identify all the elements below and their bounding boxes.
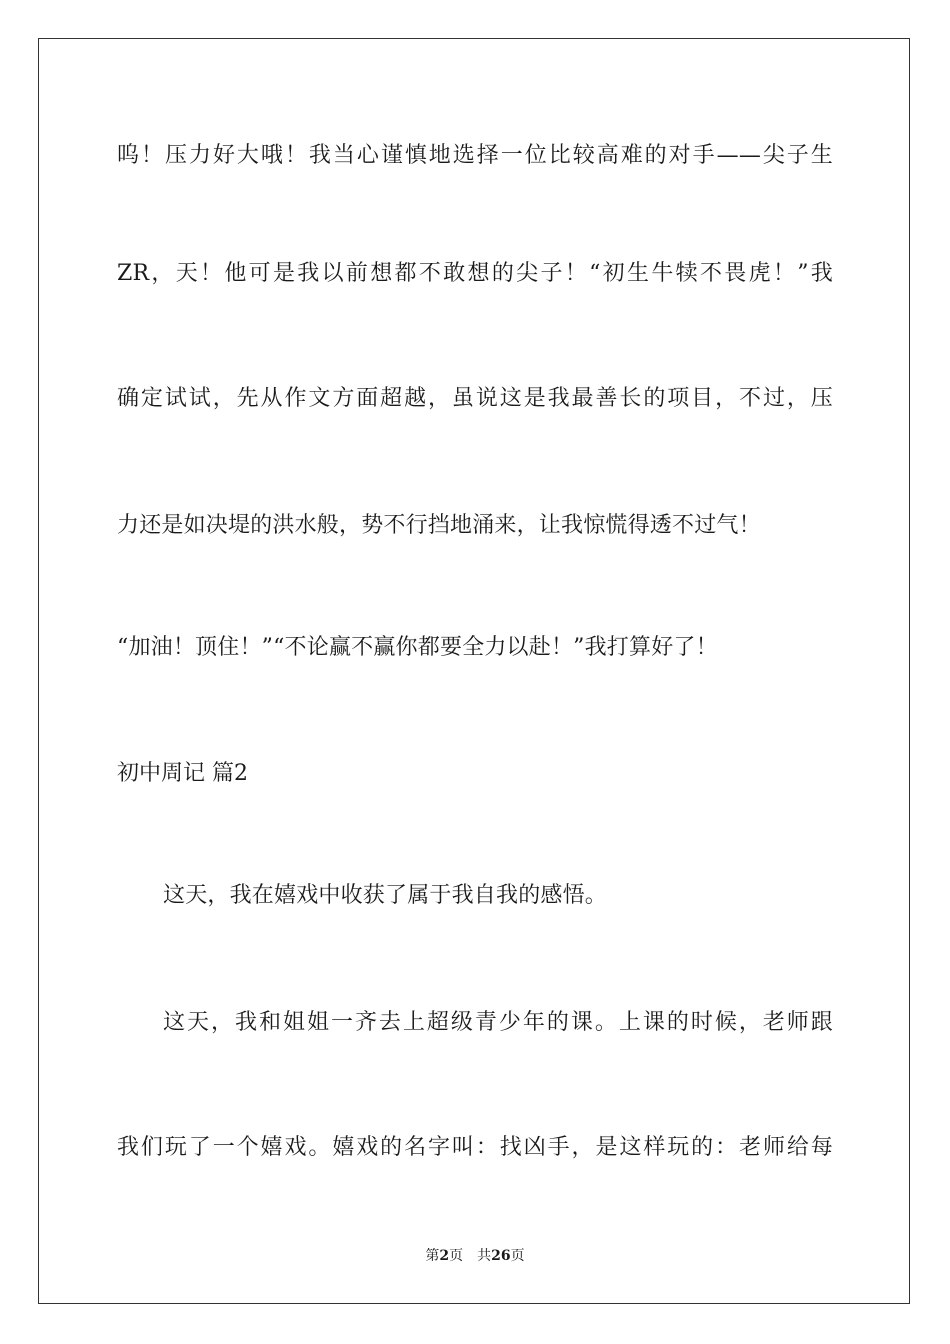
- body-line-4: 力还是如决堤的洪水般，势不行挡地涌来，让我惊慌得透不过气！: [117, 513, 761, 538]
- body-line-2: ZR，天！他可是我以前想都不敢想的尖子！“初生牛犊不畏虎！”我: [117, 261, 833, 286]
- footer-total-suffix: 页: [510, 1248, 525, 1264]
- page-footer: [0, 1247, 950, 1265]
- footer-prefix: 第: [425, 1248, 440, 1264]
- footer-total-pages: 26: [491, 1248, 511, 1264]
- body-line-1: 呜！压力好大哦！我当心谨慎地选择一位比较高难的对手——尖子生: [117, 143, 833, 168]
- paragraph-2-line-2: 我们玩了一个嬉戏。嬉戏的名字叫：找凶手，是这样玩的：老师给每: [117, 1135, 833, 1160]
- page-frame: [38, 38, 910, 1304]
- footer-page-number: 2: [439, 1248, 450, 1264]
- paragraph-2-line-1: 这天，我和姐姐一齐去上超级青少年的课。上课的时候，老师跟: [163, 1010, 833, 1035]
- body-line-5: “加油！顶住！”“不论赢不赢你都要全力以赴！”我打算好了！: [117, 635, 718, 660]
- section-title: 初中周记 篇2: [117, 761, 248, 786]
- body-line-3: 确定试试，先从作文方面超越，虽说这是我最善长的项目，不过，压: [117, 386, 833, 411]
- footer-page-suffix: 页: [449, 1248, 464, 1264]
- paragraph-1: 这天，我在嬉戏中收获了属于我自我的感悟。: [163, 883, 608, 908]
- footer-total-prefix: 共: [477, 1248, 492, 1264]
